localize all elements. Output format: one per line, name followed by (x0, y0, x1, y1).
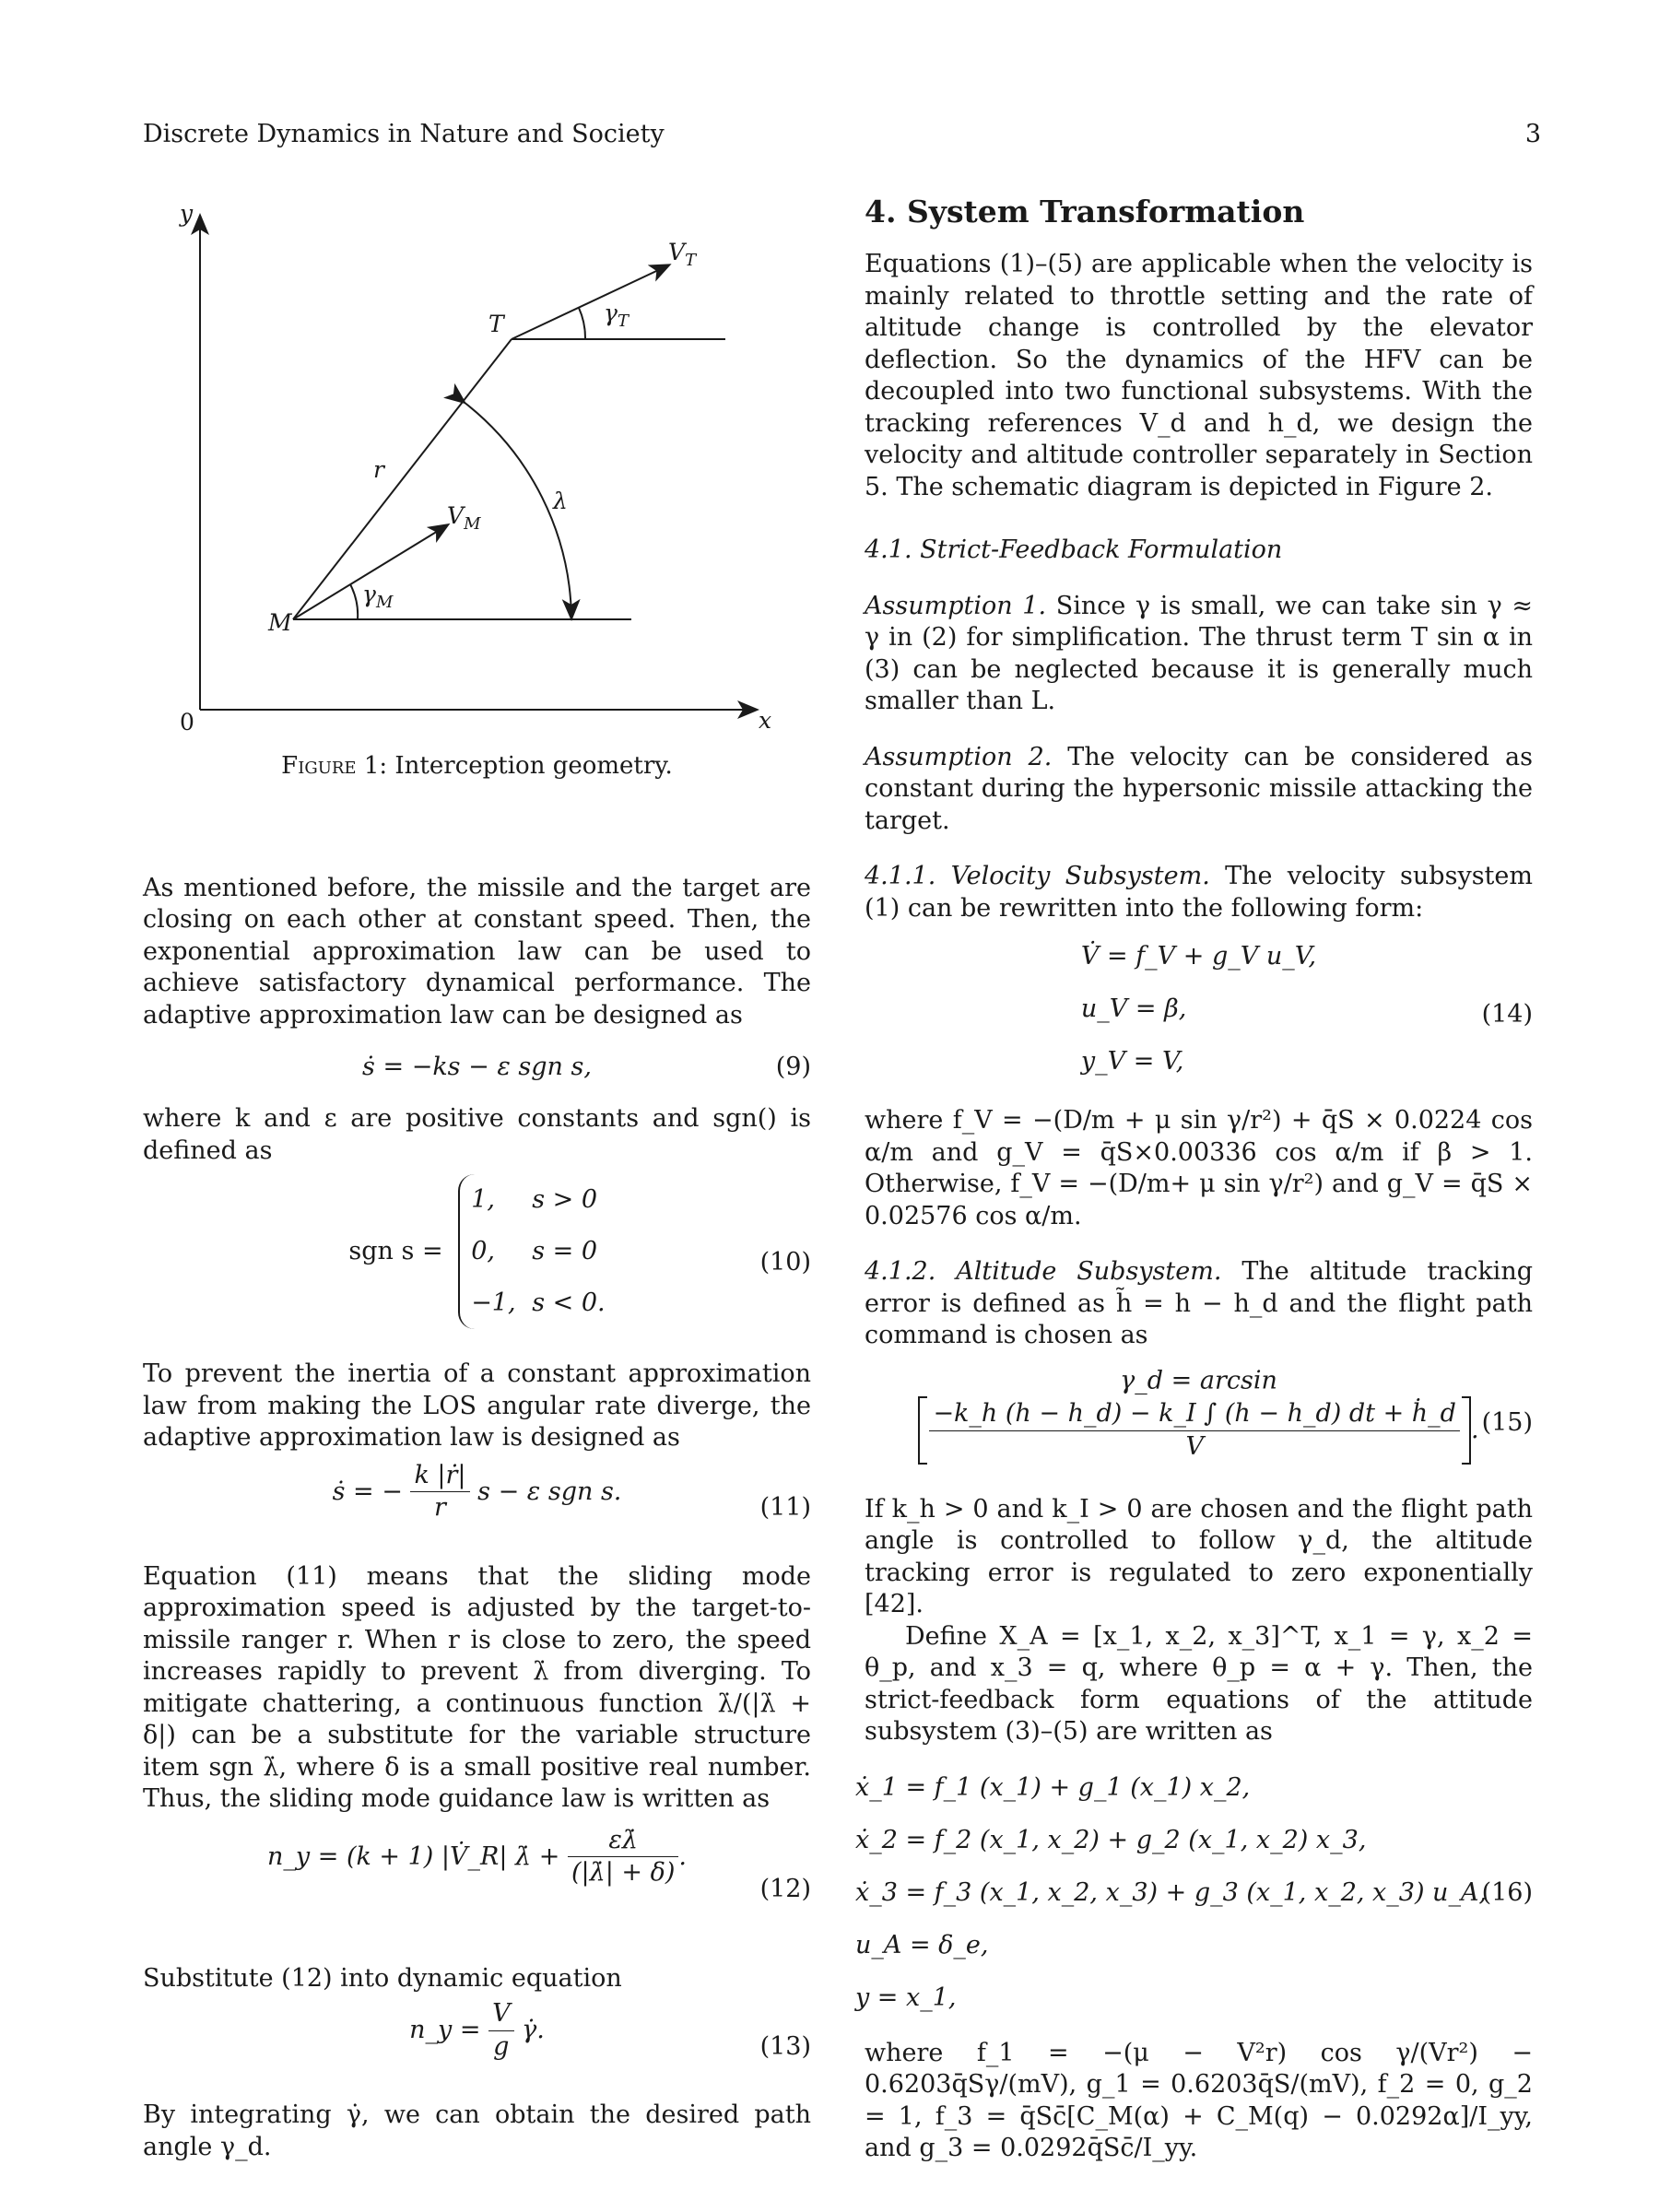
equation-system (1081, 930, 1316, 1088)
paragraph: where k and ε are positive constants and sgn() is defined as (143, 1104, 811, 1165)
case-value: 0, (471, 1237, 495, 1265)
equation-rhs: γ̇. (522, 2015, 545, 2044)
gamma-t-label: $\gamma_T$ (604, 300, 629, 331)
subsubsection-velocity (865, 861, 1533, 924)
assumption-text: The velocity can be considered as constant during the hypersonic missile attacking the target. (865, 742, 1533, 835)
subsection-title: 4.1. Strict-Feedback Formulation (865, 535, 1283, 564)
equation-line: V̇ = f_V + g_V u_V, (1080, 942, 1317, 971)
paragraph: where f_V = −(D/m + μ sin γ/r²) + q̄S × 0.0224 cos α/m and g_V = q̄S×0.00336 cos α/m if β > 1. Otherwise, f_V = −(D/m+ μ sin γ/r²) and g_V = q̄S × 0.02576 cos α/m. (865, 1106, 1533, 1230)
journal-name: Discrete Dynamics in Nature and Society (143, 120, 665, 148)
denominator: g (493, 2031, 510, 2061)
assumption-text: Since γ is small, we can take sin γ ≈ γ in (2) for simplification. The thrust term T sin α in (3) can be neglected because it is generally much smaller than L. (865, 591, 1533, 715)
subsubsection-label: 4.1.1. Velocity Subsystem. (865, 862, 1210, 890)
case-condition: s = 0 (532, 1237, 598, 1265)
paragraph: Define X_A = [x_1, x_2, x_3]^T, x_1 = γ, x_2 = θ_p, and x_3 = q, where θ_p = α + γ. Then, the strict-feedback form equations of the attitude subsystem (3)–(5) are written as (865, 1621, 1533, 1746)
vt-label: $V_T$ (668, 239, 697, 270)
case-value: 1, (471, 1185, 495, 1214)
equation-13 (143, 1994, 811, 2100)
equation-number: (9) (775, 1053, 811, 1081)
case-condition: s > 0 (532, 1185, 598, 1214)
equation-line: u_V = β, (1080, 994, 1187, 1023)
line-of-sight (293, 339, 512, 619)
assumption-2 (865, 742, 1533, 838)
equation-lhs: n_y = (409, 2015, 481, 2044)
equation-lhs: ṡ = − (332, 1477, 403, 1506)
paragraph: where f_1 = −(μ − V²r) cos γ/(Vr²) − 0.6203q̄Sγ/(mV), g_1 = 0.6203q̄S/(mV), f_2 = 0, g_2 = 1, f_3 = q̄Sc̄[C_M(α) + C_M(q) − 0.0292α]/I_yy, and g_3 = 0.0292q̄Sc̄/I_yy. (865, 2038, 1533, 2162)
paragraph: If k_h > 0 and k_I > 0 are chosen and the flight path angle is controlled to follow γ_d, the altitude tracking error is regulated to zero exponentially [42]. (865, 1494, 1533, 1618)
equation-line: y_V = V, (1080, 1047, 1184, 1076)
numerator: ελ̇ (568, 1825, 678, 1858)
equation-14 (865, 924, 1533, 1105)
equation-system (855, 1761, 1487, 2024)
target-velocity-vector (512, 265, 668, 339)
equation-15 (865, 1352, 1533, 1494)
denominator: r (434, 1493, 446, 1522)
numerator: k |ṙ| (410, 1460, 469, 1493)
equation-body: ṡ = −ks − ε sgn s, (362, 1053, 592, 1081)
vm-label: $V_M$ (447, 502, 481, 534)
equation-lhs: γ_d = arcsin (1120, 1365, 1277, 1394)
case-value: −1, (471, 1288, 516, 1317)
equation-16 (854, 1748, 1533, 2038)
case-condition: s < 0. (532, 1288, 606, 1317)
section-title: 4. System Transformation (865, 194, 1305, 229)
equation-number: (14) (1481, 999, 1533, 1029)
equation-lhs: sgn s = (348, 1236, 443, 1265)
cases-brace (458, 1174, 605, 1329)
gamma-m-label: $\gamma_M$ (362, 581, 394, 612)
assumption-label: Assumption 1. (865, 591, 1047, 620)
range-r-label: r (373, 456, 384, 483)
figure-1 (143, 184, 811, 782)
paragraph: Substitute (12) into dynamic equation (143, 1963, 622, 1993)
caption-prefix: Figure (281, 752, 357, 780)
fraction (410, 1460, 469, 1524)
left-column (143, 184, 811, 2163)
equation-lhs: n_y = (k + 1) |V̇_R| λ̇ + (267, 1841, 560, 1871)
origin-label: 0 (180, 709, 194, 735)
page-number: 3 (1524, 120, 1541, 148)
case-row (471, 1174, 605, 1226)
gamma-t-arc (579, 308, 585, 339)
equation-number: (13) (759, 2031, 811, 2061)
subsubsection-text: The altitude tracking error is defined as h̃ = h − h_d and the flight path command is chosen as (865, 1257, 1533, 1349)
equation-line: ẋ_2 = f_2 (x_1, x_2) + g_2 (x_1, x_2) x_3, (854, 1825, 1367, 1854)
equation-number: (11) (759, 1492, 811, 1522)
fraction (929, 1398, 1460, 1463)
numerator: −k_h (h − h_d) − k_I ∫ (h − h_d) dt + ḣ_d (929, 1398, 1460, 1431)
paragraph: Equation (11) means that the sliding mode approximation speed is adjusted by the target-to-missile ranger r. When r is close to zero, the speed increases rapidly to prevent λ̇ from diverging. To mitigate chattering, a continuous function λ̇/(|λ̇ + δ|) can be a substitute for the variable structure item sgn λ̇, where δ is a small positive real number. Thus, the sliding mode guidance law is written as (143, 1561, 811, 1813)
equation-12 (143, 1816, 811, 1963)
figure-caption (143, 750, 811, 782)
equation-number: (10) (759, 1247, 811, 1277)
paragraph: Equations (1)–(5) are applicable when the velocity is mainly related to throttle setting and the rate of altitude change is controlled by the elevator deflection. So the dynamics of the HFV can be decoupled into two functional subsystems. With the tracking references V_d and h_d, we design the velocity and altitude controller separately in Section 5. The schematic diagram is depicted in Figure 2. (865, 250, 1533, 501)
case-row (471, 1226, 605, 1277)
equation-end: . (678, 1841, 687, 1871)
x-axis-label: x (759, 707, 772, 734)
denominator: V (1185, 1431, 1204, 1461)
paragraph: As mentioned before, the missile and the target are closing on each other at constant speed. Then, the exponential approximation law can be used to achieve satisfactory dynamical performance. The adaptive approximation law can be designed as (143, 873, 811, 1030)
subsubsection-text: The velocity subsystem (1) can be rewritten into the following form: (865, 862, 1533, 923)
equation-end: . (1470, 1416, 1479, 1444)
equation-rhs: s − ε sgn s. (477, 1477, 622, 1506)
lambda-label: λ (553, 488, 568, 514)
equation-line: u_A = δ_e, (854, 1930, 989, 1959)
numerator: V (488, 1998, 514, 2031)
gamma-m-arc (350, 584, 358, 619)
assumption-1 (865, 591, 1533, 718)
denominator: (|λ̇| + δ) (571, 1858, 676, 1887)
y-axis-label: y (180, 200, 194, 227)
equation-line: ẋ_1 = f_1 (x_1) + g_1 (x_1) x_2, (854, 1772, 1251, 1802)
right-column (854, 194, 1533, 2165)
assumption-label: Assumption 2. (865, 742, 1053, 771)
equation-line: y = x_1, (854, 1983, 957, 2012)
case-row (471, 1277, 605, 1329)
subsubsection-label: 4.1.2. Altitude Subsystem. (865, 1257, 1222, 1286)
running-header (143, 120, 1541, 157)
point-t-label: T (488, 311, 504, 337)
interception-geometry-diagram (143, 184, 811, 747)
caption-text: 1: Interception geometry. (356, 752, 673, 780)
equation-number: (15) (1481, 1407, 1533, 1437)
fraction (488, 1998, 514, 2063)
equation-line: ẋ_3 = f_3 (x_1, x_2, x_3) + g_3 (x_1, x_2, x_3) u_A, (854, 1877, 1488, 1907)
paragraph: By integrating γ̇, we can obtain the desired path angle γ_d. (143, 2100, 811, 2161)
subsubsection-altitude (865, 1256, 1533, 1352)
fraction (568, 1825, 678, 1889)
point-m-label: M (268, 609, 292, 636)
equation-number: (16) (1481, 1877, 1533, 1907)
equation-number: (12) (759, 1874, 811, 1903)
equation-11 (143, 1454, 811, 1561)
square-bracket (918, 1396, 1471, 1465)
paragraph: To prevent the inertia of a constant approximation law from making the LOS angular rate diverge, the adaptive approximation law is designed as (143, 1359, 811, 1452)
equation-9 (143, 1031, 811, 1103)
equation-10 (143, 1167, 811, 1359)
